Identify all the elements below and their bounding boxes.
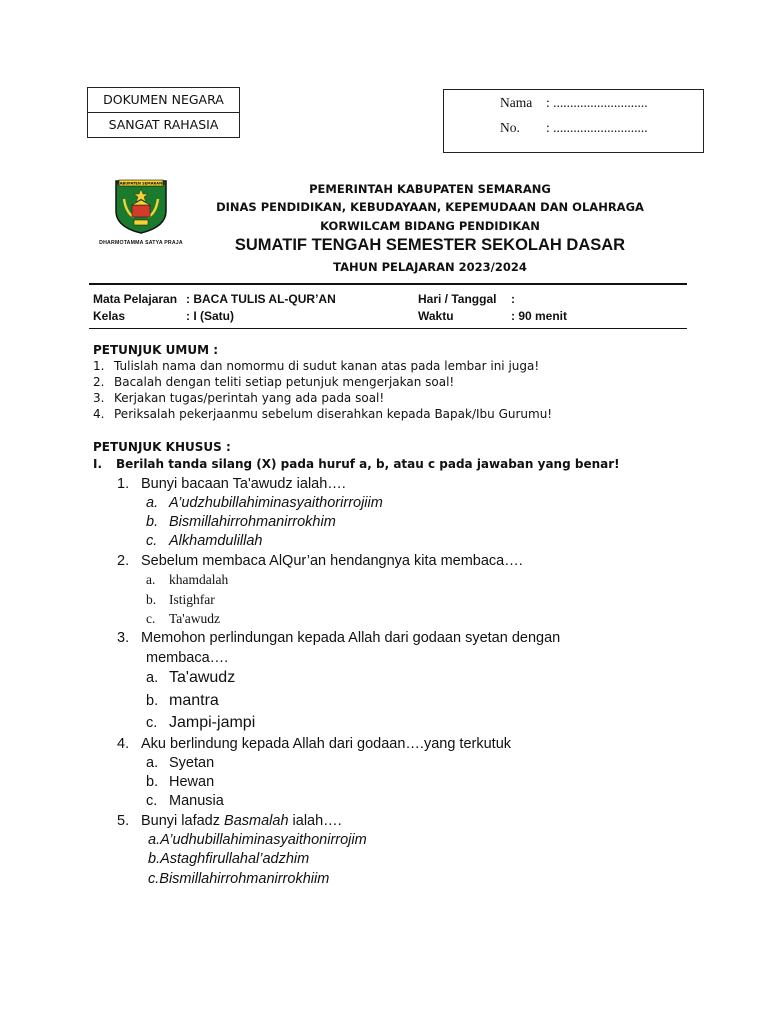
question-2: 2. Sebelum membaca AlQur’an hendangnya kita membaca…. xyxy=(117,553,523,569)
name-label: Nama xyxy=(500,95,533,110)
header-divider xyxy=(89,283,687,285)
class-value: : I (Satu) xyxy=(186,309,234,323)
q5-option-a[interactable]: a.A’udhubillahiminasyaithonirrojim xyxy=(148,832,367,848)
question-3-continuation: membaca…. xyxy=(146,650,229,666)
special-instructions-title: PETUNJUK KHUSUS : xyxy=(93,440,231,454)
q4-option-b[interactable]: b. Hewan xyxy=(146,774,215,790)
date-label: Hari / Tanggal xyxy=(418,292,497,306)
name-value: : ............................ xyxy=(546,95,648,110)
q2-option-b[interactable]: b. Istighfar xyxy=(146,592,215,607)
header-department: DINAS PENDIDIKAN, KEBUDAYAAN, KEPEMUDAAN DAN OLAHRAGA xyxy=(216,200,644,214)
q2-option-c[interactable]: c. Ta'awudz xyxy=(146,611,220,626)
subject-label: Mata Pelajaran xyxy=(93,292,178,306)
q2-option-a[interactable]: a. khamdalah xyxy=(146,572,229,587)
name-row[interactable] xyxy=(500,95,648,111)
question-5: 5. Bunyi lafadz Basmalah ialah…. xyxy=(117,813,342,829)
general-instruction-item: 4. Periksalah pekerjaanmu sebelum diserahkan kepada Bapak/Ibu Gurumu! xyxy=(93,407,553,421)
number-label: No. xyxy=(500,120,520,135)
header-korwilcam: KORWILCAM BIDANG PENDIDIKAN xyxy=(320,219,540,233)
q1-option-a[interactable]: a. A’udzhubillahiminasyaithorirrojiim xyxy=(146,495,383,511)
date-value: : xyxy=(511,292,515,306)
question-3: 3. Memohon perlindungan kepada Allah dari godaan syetan dengan xyxy=(117,630,561,646)
number-row[interactable] xyxy=(500,120,648,136)
subject-value: : BACA TULIS AL-QUR’AN xyxy=(186,292,336,306)
general-instructions-title: PETUNJUK UMUM : xyxy=(93,343,218,357)
doc-label: DOKUMEN NEGARA xyxy=(103,92,224,107)
exam-title: SUMATIF TENGAH SEMESTER SEKOLAH DASAR xyxy=(234,236,626,254)
duration-label: Waktu xyxy=(418,309,454,323)
student-identity-box xyxy=(443,89,704,153)
general-instruction-item: 1. Tulislah nama dan nomormu di sudut kanan atas pada lembar ini juga! xyxy=(93,359,540,373)
emblem-motto: DHARMOTAMMA SATYA PRAJA xyxy=(99,240,183,246)
q4-option-a[interactable]: a. Syetan xyxy=(146,755,215,771)
question-1: 1. Bunyi bacaan Ta'awudz ialah…. xyxy=(117,476,346,492)
question-4: 4. Aku berlindung kepada Allah dari godaan….yang terkutuk xyxy=(117,736,512,752)
header-government: PEMERINTAH KABUPATEN SEMARANG xyxy=(309,182,551,196)
q3-option-a[interactable]: a. Ta'awudz xyxy=(146,669,236,686)
q3-option-b[interactable]: b. mantra xyxy=(146,692,219,709)
emblem-banner-text: KABUPATEN SEMARANG xyxy=(116,181,166,186)
general-instruction-item: 2. Bacalah dengan teliti setiap petunjuk mengerjakan soal! xyxy=(93,375,455,389)
q5-option-b[interactable]: b.Astaghfirullahal’adzhim xyxy=(148,851,310,867)
q4-option-c[interactable]: c. Manusia xyxy=(146,793,224,809)
q3-option-c[interactable]: c. Jampi-jampi xyxy=(146,714,256,731)
info-divider xyxy=(89,328,687,329)
secret-label: SANGAT RAHASIA xyxy=(88,112,239,137)
q5-option-c[interactable]: c.Bismillahirrohmanirrokhiim xyxy=(148,871,330,887)
regency-emblem-icon xyxy=(112,177,170,235)
duration-value: : 90 menit xyxy=(511,309,568,323)
academic-year: TAHUN PELAJARAN 2023/2024 xyxy=(333,260,527,274)
q1-option-c[interactable]: c. Alkhamdulillah xyxy=(146,533,263,549)
section-number: I. xyxy=(93,457,103,471)
number-value: : ............................ xyxy=(546,120,648,135)
document-classification-box xyxy=(87,87,240,138)
general-instruction-item: 3. Kerjakan tugas/perintah yang ada pada soal! xyxy=(93,391,385,405)
q1-option-b[interactable]: b. Bismillahirrohmanirrokhim xyxy=(146,514,336,530)
class-label: Kelas xyxy=(93,309,126,323)
section-instruction: Berilah tanda silang (X) pada huruf a, b, atau c pada jawaban yang benar! xyxy=(116,457,620,471)
